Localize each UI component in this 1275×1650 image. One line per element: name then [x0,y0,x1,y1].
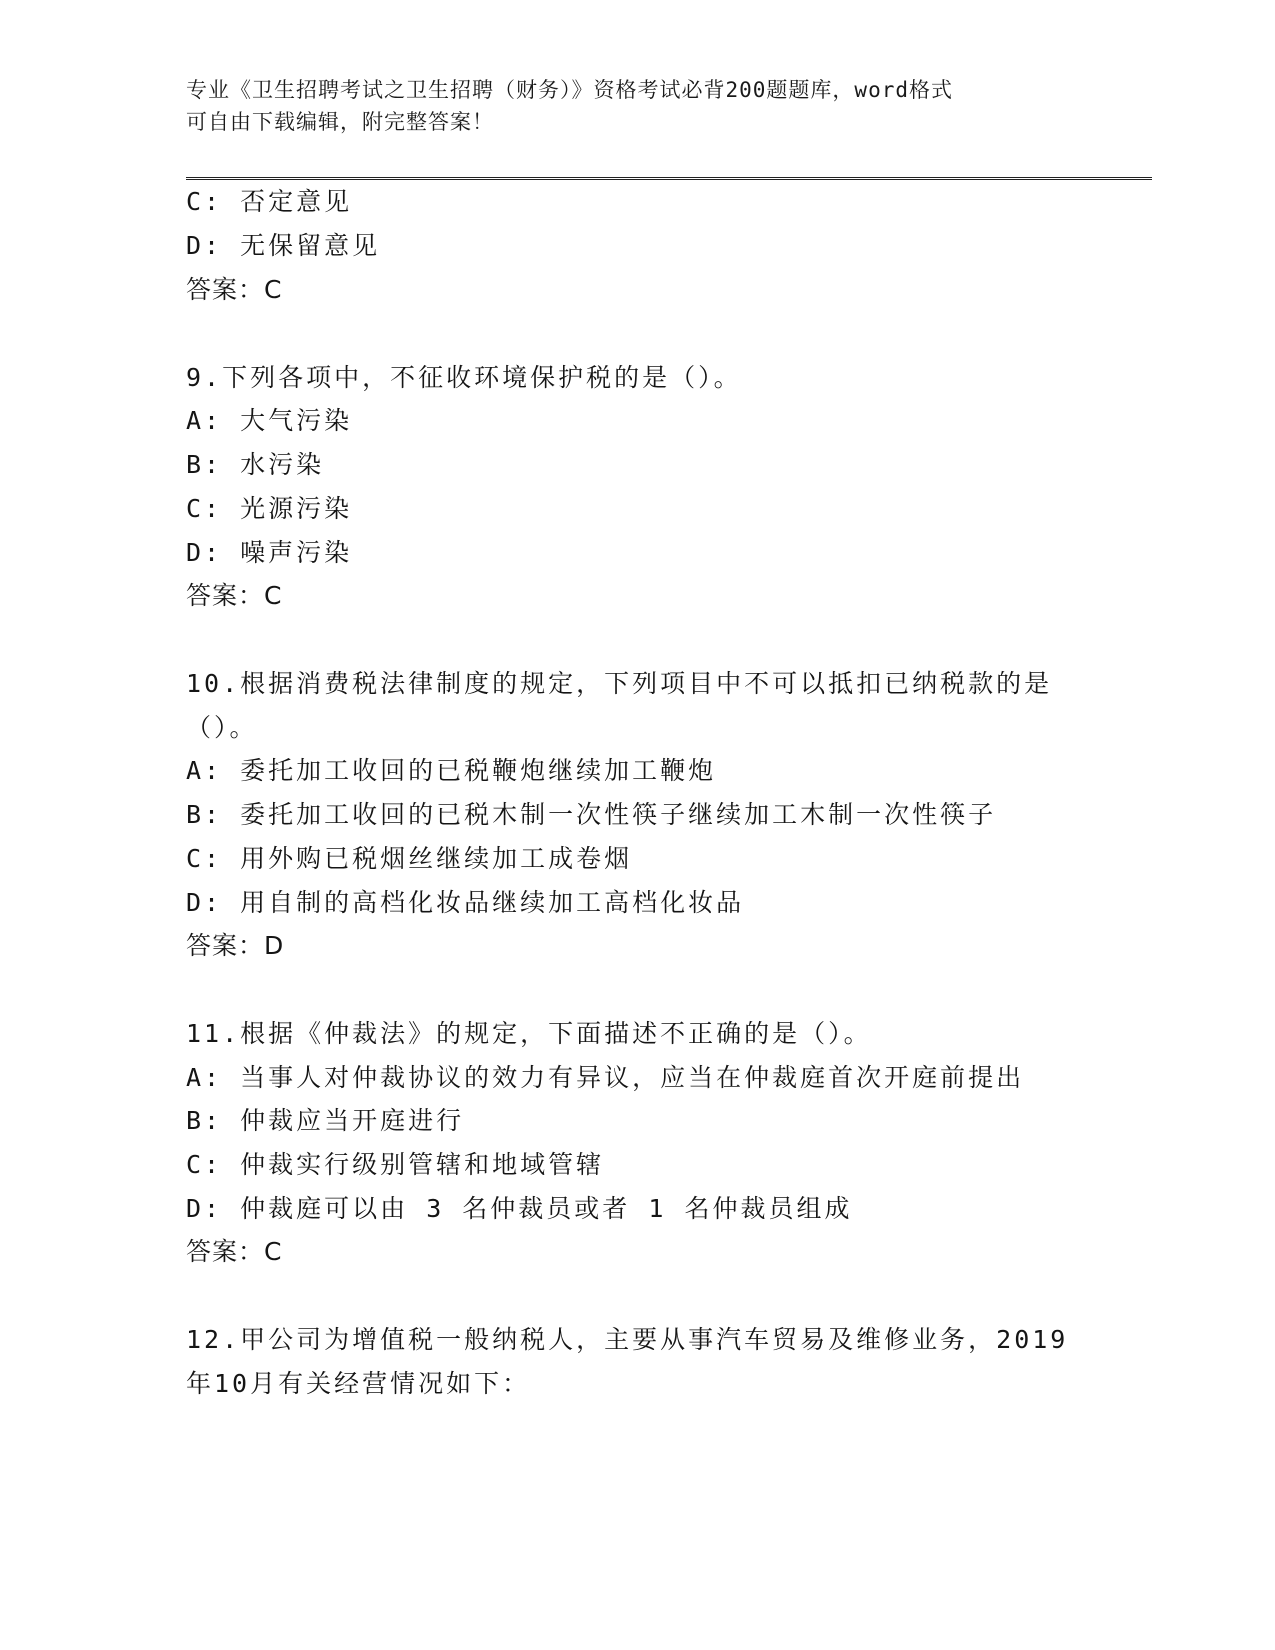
q11-option-c: C: 仲裁实行级别管辖和地域管辖 [186,1150,605,1179]
q11-option-b: B: 仲裁应当开庭进行 [186,1106,465,1135]
q10-stem-line-1: 10.根据消费税法律制度的规定，下列项目中不可以抵扣已纳税款的是 [186,669,1053,698]
q11-option-d: D: 仲裁庭可以由 3 名仲裁员或者 1 名仲裁员组成 [186,1194,853,1223]
q10-answer: 答案：D [186,931,285,960]
prev-option-c: C: 否定意见 [186,187,353,216]
q10-stem-line-2: （）。 [186,713,258,742]
q10-option-b: B: 委托加工收回的已税木制一次性筷子继续加工木制一次性筷子 [186,800,997,829]
q11-option-a: A: 当事人对仲裁协议的效力有异议，应当在仲裁庭首次开庭前提出 [186,1063,1025,1092]
q9-option-a: A: 大气污染 [186,406,353,435]
header-title-line-1: 专业《卫生招聘考试之卫生招聘（财务）》资格考试必背200题题库，word格式 [186,78,953,102]
q10-option-c: C: 用外购已税烟丝继续加工成卷烟 [186,844,633,873]
q9-stem: 9.下列各项中，不征收环境保护税的是（）。 [186,363,742,392]
q12-stem-line-1: 12.甲公司为增值税一般纳税人，主要从事汽车贸易及维修业务，2019 [186,1325,1069,1354]
prev-answer: 答案：C [186,275,283,304]
header-title-line-2: 可自由下载编辑，附完整答案！ [186,110,494,134]
q9-option-d: D: 噪声污染 [186,538,353,567]
page-header [186,74,1066,138]
header-divider [186,177,1152,180]
q10-option-d: D: 用自制的高档化妆品继续加工高档化妆品 [186,888,745,917]
q10-option-a: A: 委托加工收回的已税鞭炮继续加工鞭炮 [186,756,717,785]
q9-option-c: C: 光源污染 [186,494,353,523]
q12-stem-line-2: 年10月有关经营情况如下： [186,1369,531,1398]
q11-stem: 11.根据《仲裁法》的规定，下面描述不正确的是（）。 [186,1019,872,1048]
q9-answer: 答案：C [186,581,283,610]
q9-option-b: B: 水污染 [186,450,325,479]
prev-option-d: D: 无保留意见 [186,231,381,260]
q11-answer: 答案：C [186,1237,283,1266]
